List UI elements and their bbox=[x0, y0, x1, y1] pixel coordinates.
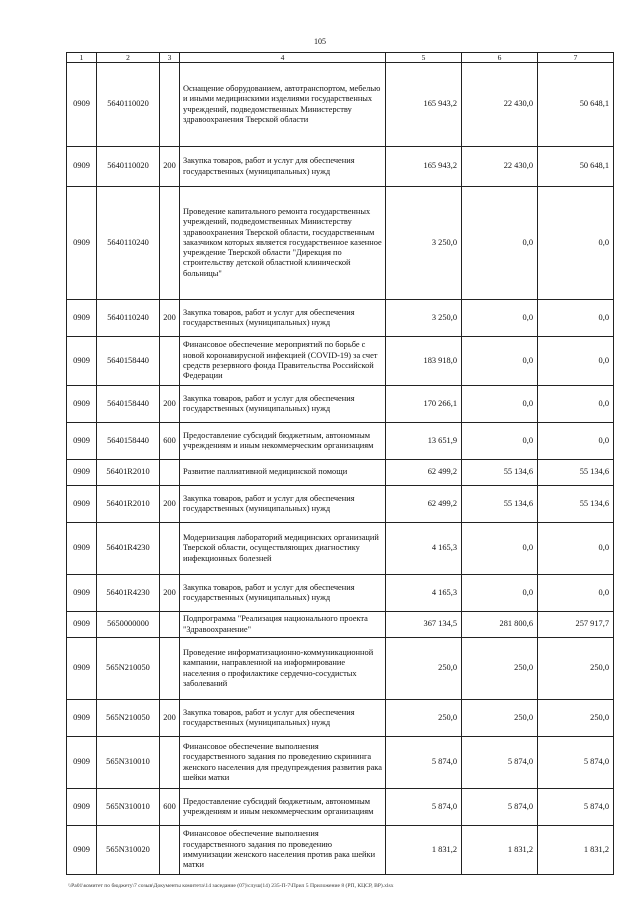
table-row bbox=[67, 460, 614, 486]
table-row bbox=[67, 300, 614, 337]
value-cell: 5 874,0 bbox=[538, 737, 614, 789]
expense-type-cell: 200 bbox=[160, 486, 180, 523]
target-code-cell: 56401R4230 bbox=[97, 523, 160, 575]
value-cell: 183 918,0 bbox=[386, 337, 462, 386]
value-cell: 55 134,6 bbox=[462, 486, 538, 523]
expense-type-cell bbox=[160, 63, 180, 147]
value-cell: 0,0 bbox=[538, 523, 614, 575]
expense-type-cell: 200 bbox=[160, 575, 180, 612]
section-cell: 0909 bbox=[67, 423, 97, 460]
value-cell: 50 648,1 bbox=[538, 63, 614, 147]
column-header: 4 bbox=[180, 53, 386, 63]
expense-type-cell: 200 bbox=[160, 700, 180, 737]
target-code-cell: 56401R2010 bbox=[97, 486, 160, 523]
section-cell: 0909 bbox=[67, 523, 97, 575]
target-code-cell: 5640110020 bbox=[97, 147, 160, 187]
value-cell: 250,0 bbox=[462, 638, 538, 700]
value-cell: 1 831,2 bbox=[538, 826, 614, 875]
table-row bbox=[67, 737, 614, 789]
value-cell: 0,0 bbox=[462, 300, 538, 337]
value-cell: 250,0 bbox=[538, 638, 614, 700]
table-row bbox=[67, 575, 614, 612]
description-cell: Закупка товаров, работ и услуг для обеспечения государственных (муниципальных) нужд bbox=[180, 386, 386, 423]
expense-type-cell bbox=[160, 737, 180, 789]
value-cell: 4 165,3 bbox=[386, 575, 462, 612]
expense-type-cell: 600 bbox=[160, 423, 180, 460]
value-cell: 62 499,2 bbox=[386, 486, 462, 523]
section-cell: 0909 bbox=[67, 187, 97, 300]
value-cell: 0,0 bbox=[462, 187, 538, 300]
section-cell: 0909 bbox=[67, 63, 97, 147]
description-cell: Развитие паллиативной медицинской помощи bbox=[180, 460, 386, 486]
target-code-cell: 56401R2010 bbox=[97, 460, 160, 486]
budget-table bbox=[66, 52, 614, 875]
value-cell: 250,0 bbox=[538, 700, 614, 737]
target-code-cell: 5640158440 bbox=[97, 423, 160, 460]
target-code-cell: 565N210050 bbox=[97, 638, 160, 700]
section-cell: 0909 bbox=[67, 700, 97, 737]
value-cell: 0,0 bbox=[538, 337, 614, 386]
expense-type-cell: 600 bbox=[160, 789, 180, 826]
column-header: 5 bbox=[386, 53, 462, 63]
value-cell: 281 800,6 bbox=[462, 612, 538, 638]
table-row bbox=[67, 523, 614, 575]
target-code-cell: 5650000000 bbox=[97, 612, 160, 638]
value-cell: 0,0 bbox=[462, 523, 538, 575]
value-cell: 5 874,0 bbox=[462, 737, 538, 789]
value-cell: 165 943,2 bbox=[386, 63, 462, 147]
value-cell: 0,0 bbox=[462, 575, 538, 612]
value-cell: 22 430,0 bbox=[462, 147, 538, 187]
description-cell: Предоставление субсидий бюджетным, автономным учреждениям и иным некоммерческим организациям bbox=[180, 423, 386, 460]
expense-type-cell: 200 bbox=[160, 300, 180, 337]
target-code-cell: 5640158440 bbox=[97, 386, 160, 423]
column-header: 1 bbox=[67, 53, 97, 63]
value-cell: 0,0 bbox=[538, 386, 614, 423]
value-cell: 0,0 bbox=[538, 300, 614, 337]
table-row bbox=[67, 386, 614, 423]
table-row bbox=[67, 789, 614, 826]
value-cell: 13 651,9 bbox=[386, 423, 462, 460]
value-cell: 50 648,1 bbox=[538, 147, 614, 187]
target-code-cell: 565N310020 bbox=[97, 826, 160, 875]
expense-type-cell bbox=[160, 187, 180, 300]
value-cell: 5 874,0 bbox=[386, 789, 462, 826]
description-cell: Закупка товаров, работ и услуг для обеспечения государственных (муниципальных) нужд bbox=[180, 486, 386, 523]
description-cell: Проведение капитального ремонта государственных учреждений, подведомственных Министерству здравоохранения Тверской области, государственным заказчиком которых является государственное казенное учреждение Тверской области "Дирекция по строительству детской областной клинической больницы" bbox=[180, 187, 386, 300]
table-row bbox=[67, 147, 614, 187]
value-cell: 250,0 bbox=[386, 700, 462, 737]
target-code-cell: 5640110020 bbox=[97, 63, 160, 147]
value-cell: 257 917,7 bbox=[538, 612, 614, 638]
description-cell: Закупка товаров, работ и услуг для обеспечения государственных (муниципальных) нужд bbox=[180, 147, 386, 187]
value-cell: 1 831,2 bbox=[386, 826, 462, 875]
table-row bbox=[67, 700, 614, 737]
column-header: 6 bbox=[462, 53, 538, 63]
table-row bbox=[67, 826, 614, 875]
target-code-cell: 565N310010 bbox=[97, 789, 160, 826]
description-cell: Закупка товаров, работ и услуг для обеспечения государственных (муниципальных) нужд bbox=[180, 700, 386, 737]
table-row bbox=[67, 612, 614, 638]
value-cell: 5 874,0 bbox=[462, 789, 538, 826]
value-cell: 4 165,3 bbox=[386, 523, 462, 575]
description-cell: Закупка товаров, работ и услуг для обеспечения государственных (муниципальных) нужд bbox=[180, 300, 386, 337]
page-number: 105 bbox=[314, 37, 326, 46]
expense-type-cell bbox=[160, 638, 180, 700]
value-cell: 0,0 bbox=[462, 337, 538, 386]
description-cell: Оснащение оборудованием, автотранспортом, мебелью и иными медицинскими изделиями государственных учреждений, подведомственных Министерству здравоохранения Тверской области bbox=[180, 63, 386, 147]
description-cell: Предоставление субсидий бюджетным, автономным учреждениям и иным некоммерческим организациям bbox=[180, 789, 386, 826]
section-cell: 0909 bbox=[67, 789, 97, 826]
target-code-cell: 56401R4230 bbox=[97, 575, 160, 612]
description-cell: Финансовое обеспечение выполнения государственного задания по проведению скрининга женского населения для предупреждения развития рака шейки матки bbox=[180, 737, 386, 789]
value-cell: 250,0 bbox=[462, 700, 538, 737]
value-cell: 55 134,6 bbox=[538, 486, 614, 523]
table-row bbox=[67, 63, 614, 147]
table-row bbox=[67, 486, 614, 523]
section-cell: 0909 bbox=[67, 147, 97, 187]
value-cell: 250,0 bbox=[386, 638, 462, 700]
section-cell: 0909 bbox=[67, 826, 97, 875]
expense-type-cell bbox=[160, 612, 180, 638]
table-row bbox=[67, 638, 614, 700]
expense-type-cell bbox=[160, 337, 180, 386]
value-cell: 3 250,0 bbox=[386, 300, 462, 337]
expense-type-cell: 200 bbox=[160, 386, 180, 423]
value-cell: 0,0 bbox=[462, 423, 538, 460]
column-header: 7 bbox=[538, 53, 614, 63]
description-cell: Закупка товаров, работ и услуг для обеспечения государственных (муниципальных) нужд bbox=[180, 575, 386, 612]
expense-type-cell: 200 bbox=[160, 147, 180, 187]
target-code-cell: 5640110240 bbox=[97, 300, 160, 337]
value-cell: 165 943,2 bbox=[386, 147, 462, 187]
value-cell: 0,0 bbox=[538, 575, 614, 612]
header-row bbox=[67, 53, 614, 63]
section-cell: 0909 bbox=[67, 612, 97, 638]
expense-type-cell bbox=[160, 460, 180, 486]
file-path-footer: \\Pa01\комитет по бюджету\7 созыв\Документы комитета\14 заседание (07)\слуш(14) 235-П-7\Прил 5 Приложение 8 (РП, КЦСР, ВР).xlsx bbox=[68, 883, 394, 889]
section-cell: 0909 bbox=[67, 486, 97, 523]
description-cell: Модернизация лабораторий медицинских организаций Тверской области, осуществляющих диагностику инфекционных болезней bbox=[180, 523, 386, 575]
description-cell: Финансовое обеспечение выполнения государственного задания по проведению иммунизации женского населения против рака шейки матки bbox=[180, 826, 386, 875]
table-row bbox=[67, 187, 614, 300]
target-code-cell: 565N210050 bbox=[97, 700, 160, 737]
value-cell: 55 134,6 bbox=[462, 460, 538, 486]
section-cell: 0909 bbox=[67, 638, 97, 700]
table-row bbox=[67, 337, 614, 386]
section-cell: 0909 bbox=[67, 300, 97, 337]
description-cell: Финансовое обеспечение мероприятий по борьбе с новой коронавирусной инфекцией (COVID-19) за счет средств резервного фонда Правительства Российской Федерации bbox=[180, 337, 386, 386]
expense-type-cell bbox=[160, 523, 180, 575]
expense-type-cell bbox=[160, 826, 180, 875]
section-cell: 0909 bbox=[67, 460, 97, 486]
value-cell: 1 831,2 bbox=[462, 826, 538, 875]
section-cell: 0909 bbox=[67, 737, 97, 789]
value-cell: 0,0 bbox=[462, 386, 538, 423]
value-cell: 367 134,5 bbox=[386, 612, 462, 638]
value-cell: 62 499,2 bbox=[386, 460, 462, 486]
value-cell: 3 250,0 bbox=[386, 187, 462, 300]
target-code-cell: 5640110240 bbox=[97, 187, 160, 300]
value-cell: 55 134,6 bbox=[538, 460, 614, 486]
section-cell: 0909 bbox=[67, 386, 97, 423]
value-cell: 0,0 bbox=[538, 423, 614, 460]
target-code-cell: 565N310010 bbox=[97, 737, 160, 789]
target-code-cell: 5640158440 bbox=[97, 337, 160, 386]
value-cell: 5 874,0 bbox=[538, 789, 614, 826]
value-cell: 170 266,1 bbox=[386, 386, 462, 423]
value-cell: 0,0 bbox=[538, 187, 614, 300]
description-cell: Проведение информатизационно-коммуникационной кампании, направленной на информирование населения о профилактике сердечно-сосудистых заболеваний bbox=[180, 638, 386, 700]
value-cell: 22 430,0 bbox=[462, 63, 538, 147]
section-cell: 0909 bbox=[67, 575, 97, 612]
section-cell: 0909 bbox=[67, 337, 97, 386]
column-header: 3 bbox=[160, 53, 180, 63]
description-cell: Подпрограмма "Реализация национального проекта "Здравоохранение" bbox=[180, 612, 386, 638]
value-cell: 5 874,0 bbox=[386, 737, 462, 789]
column-header: 2 bbox=[97, 53, 160, 63]
table-row bbox=[67, 423, 614, 460]
